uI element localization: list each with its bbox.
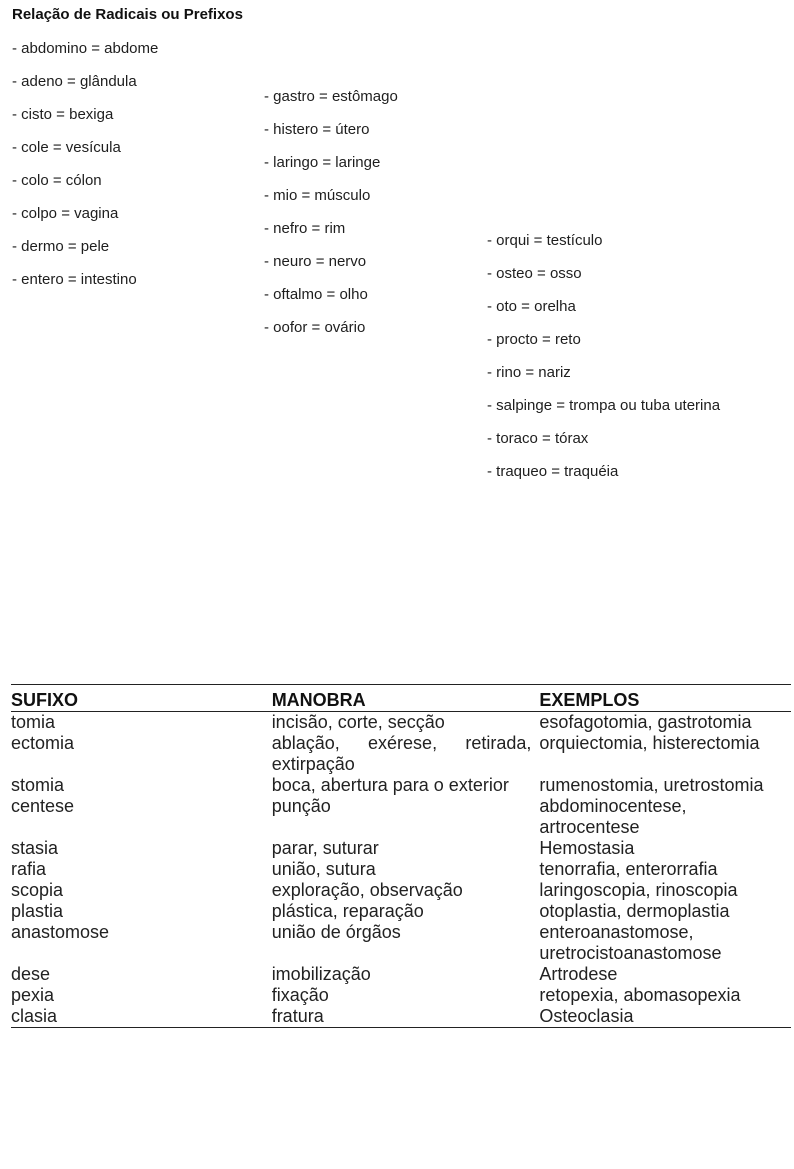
table-row <box>11 796 791 838</box>
cell-sufixo: clasia <box>11 1006 272 1028</box>
cell-manobra: união, sutura <box>271 859 376 879</box>
prefix-item: - colo = cólon <box>12 172 102 189</box>
prefix-item: - histero = útero <box>264 121 370 138</box>
prefix-item: - osteo = osso <box>487 265 582 282</box>
cell-exemplos: enteroanastomose, uretrocistoanastomose <box>539 922 722 963</box>
cell-exemplos: otoplastia, dermoplastia <box>539 901 730 921</box>
table-row <box>11 985 791 1006</box>
cell-manobra: boca, abertura para o exterior <box>271 775 509 795</box>
cell-sufixo: stasia <box>11 838 59 858</box>
cell-sufixo: dese <box>11 964 51 984</box>
cell-manobra: plástica, reparação <box>271 901 424 921</box>
prefix-column-2 <box>264 80 398 344</box>
prefix-item: - abdomino = abdome <box>12 40 159 57</box>
prefix-column-3 <box>487 224 720 488</box>
cell-manobra: união de órgãos <box>271 922 401 942</box>
table-row <box>11 1006 791 1028</box>
cell-exemplos: rumenostomia, uretrostomia <box>539 775 764 795</box>
cell-exemplos: retopexia, abomasopexia <box>539 985 741 1005</box>
cell-sufixo: pexia <box>11 985 55 1005</box>
table-row <box>11 733 791 775</box>
prefix-column-1 <box>12 32 158 296</box>
prefix-item: - gastro = estômago <box>264 88 398 105</box>
prefix-item: - salpinge = trompa ou tuba uterina <box>487 397 721 414</box>
prefix-item: - entero = intestino <box>12 271 137 288</box>
prefix-item: - laringo = laringe <box>264 154 381 171</box>
prefix-item: - cole = vesícula <box>12 139 121 156</box>
prefix-item: - oftalmo = olho <box>264 286 368 303</box>
table-row <box>11 880 791 901</box>
table-row <box>11 922 791 964</box>
cell-exemplos: esofagotomia, gastrotomia <box>539 712 752 732</box>
prefix-item: - colpo = vagina <box>12 205 119 222</box>
cell-sufixo: tomia <box>11 712 56 732</box>
table-header-row <box>11 685 791 712</box>
prefix-item: - procto = reto <box>487 331 581 348</box>
prefix-item: - oto = orelha <box>487 298 576 315</box>
prefix-item: - cisto = bexiga <box>12 106 114 123</box>
cell-manobra: punção <box>271 796 331 816</box>
prefix-item: - toraco = tórax <box>487 430 589 447</box>
cell-exemplos: Osteoclasia <box>539 1006 791 1028</box>
prefix-item: - adeno = glândula <box>12 73 137 90</box>
cell-sufixo: scopia <box>11 880 64 900</box>
table-row <box>11 712 791 734</box>
header-sufixo: SUFIXO <box>11 685 272 712</box>
cell-exemplos: orquiectomia, histerectomia <box>539 733 760 753</box>
table-body <box>11 712 791 1028</box>
table-row <box>11 775 791 796</box>
table-row <box>11 964 791 985</box>
prefix-item: - mio = músculo <box>264 187 371 204</box>
prefix-item: - oofor = ovário <box>264 319 366 336</box>
table-row <box>11 859 791 880</box>
cell-manobra: imobilização <box>271 964 371 984</box>
prefix-item: - rino = nariz <box>487 364 571 381</box>
header-manobra: MANOBRA <box>272 685 540 712</box>
cell-manobra: ablação, exérese, retirada, extirpação <box>271 733 532 774</box>
cell-sufixo: ectomia <box>11 733 75 753</box>
prefix-item: - traqueo = traquéia <box>487 463 619 480</box>
cell-manobra: fixação <box>271 985 329 1005</box>
cell-sufixo: anastomose <box>11 922 110 942</box>
table-row <box>11 901 791 922</box>
table-row <box>11 838 791 859</box>
header-exemplos: EXEMPLOS <box>539 685 791 712</box>
cell-sufixo: rafia <box>11 859 47 879</box>
prefix-item: - nefro = rim <box>264 220 346 237</box>
cell-sufixo: centese <box>11 796 75 816</box>
prefix-item: - orqui = testículo <box>487 232 603 249</box>
cell-exemplos: abdominocentese, artrocentese <box>539 796 687 837</box>
prefix-item: - neuro = nervo <box>264 253 367 270</box>
prefixes-title: Relação de Radicais ou Prefixos <box>12 6 243 23</box>
cell-exemplos: laringoscopia, rinoscopia <box>539 880 738 900</box>
cell-exemplos: tenorrafia, enterorrafia <box>539 859 718 879</box>
cell-exemplos: Artrodese <box>539 964 618 984</box>
cell-manobra: parar, suturar <box>271 838 379 858</box>
cell-manobra: exploração, observação <box>271 880 463 900</box>
cell-manobra: incisão, corte, secção <box>271 712 445 732</box>
cell-sufixo: stomia <box>11 775 65 795</box>
cell-manobra: fratura <box>272 1006 540 1028</box>
suffix-table <box>11 684 791 1028</box>
cell-exemplos: Hemostasia <box>539 838 635 858</box>
prefix-item: - dermo = pele <box>12 238 110 255</box>
cell-sufixo: plastia <box>11 901 64 921</box>
